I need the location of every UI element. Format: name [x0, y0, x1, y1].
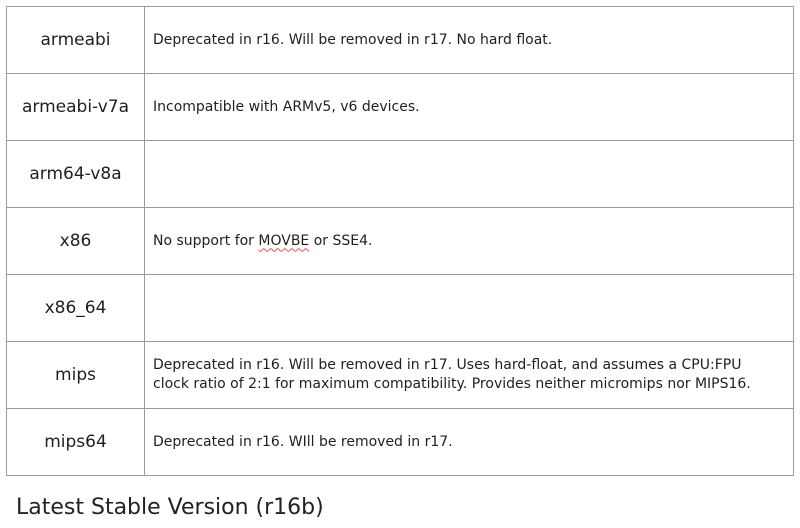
abi-note-cell: Deprecated in r16. WIll be removed in r17. — [145, 409, 794, 476]
table-row — [7, 7, 794, 74]
abi-name-cell: mips — [7, 342, 145, 409]
latest-stable-version-heading: Latest Stable Version (r16b) — [16, 495, 324, 520]
abi-name-cell: mips64 — [7, 409, 145, 476]
spellcheck-flagged-word[interactable]: MOVBE — [258, 232, 310, 249]
table-row — [7, 409, 794, 476]
abi-note-cell — [145, 208, 794, 275]
abi-name-cell: armeabi — [7, 7, 145, 74]
table-row — [7, 208, 794, 275]
abi-table — [6, 6, 794, 476]
abi-note-cell: Deprecated in r16. Will be removed in r17. No hard float. — [145, 7, 794, 74]
abi-note-cell — [145, 141, 794, 208]
abi-note-cell: Incompatible with ARMv5, v6 devices. — [145, 74, 794, 141]
abi-name-cell: x86_64 — [7, 275, 145, 342]
abi-note-cell — [145, 275, 794, 342]
table-row — [7, 342, 794, 409]
note-text: No support for — [153, 232, 259, 249]
abi-name-cell: arm64-v8a — [7, 141, 145, 208]
abi-name-cell: armeabi-v7a — [7, 74, 145, 141]
table-row — [7, 141, 794, 208]
note-text: or SSE4. — [309, 232, 373, 249]
table-row — [7, 74, 794, 141]
table-row — [7, 275, 794, 342]
abi-note-cell: Deprecated in r16. Will be removed in r17. Uses hard-float, and assumes a CPU:FPU clock ratio of 2:1 for maximum compatibility. Provides neither micromips nor MIPS16. — [145, 342, 794, 409]
abi-name-cell: x86 — [7, 208, 145, 275]
